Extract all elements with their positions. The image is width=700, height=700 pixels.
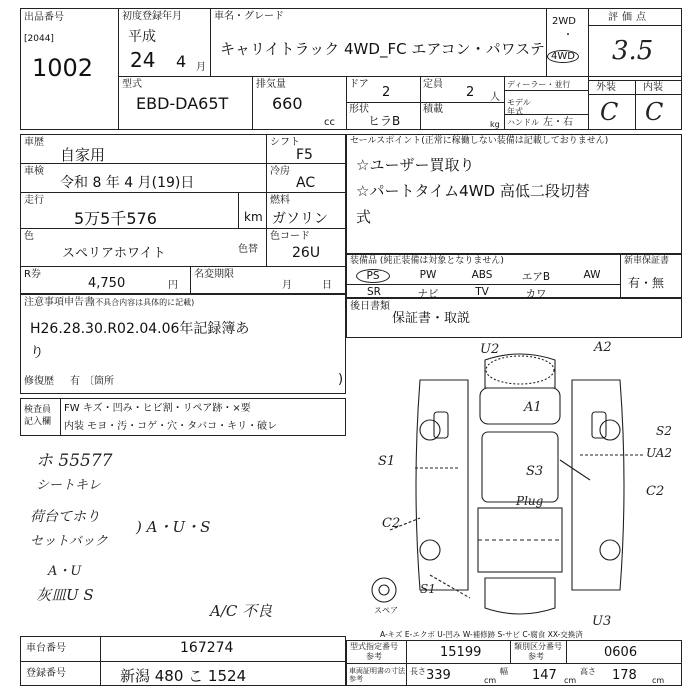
note-1: ホ 55577 [36,451,113,471]
height-label: 高さ [580,667,596,676]
usage-label: 車歴 [24,137,44,148]
later-docs-value: 保証書・取説 [392,311,471,326]
spare-tire-shape [372,578,396,602]
capacity-value: 2 [466,85,475,100]
load-unit: kg [490,120,500,129]
dims-label: 車両証明書の寸法参考 [349,667,405,683]
drive-4wd: 4WD [547,50,579,63]
r-unit: 円 [168,280,178,291]
name-change-month: 月 [282,280,292,291]
chassis-label: 車台番号 [26,643,66,654]
width-unit: cm [564,676,577,685]
reg-year: 24 [130,48,156,72]
lot-sub: [2044] [24,34,54,44]
recolor-label: 色替 [238,244,258,255]
lot-number: 1002 [32,54,94,82]
note-5: ) A・U・S [136,518,211,536]
usage-value: 自家用 [60,146,106,164]
lot-label: 出品番号 [24,12,64,23]
hood-shape [480,388,560,424]
mark-c2-left: C2 [382,516,401,531]
chassis-value: 167274 [180,640,234,656]
class-sub: 参考 [528,652,544,661]
height-value: 178 [612,668,637,683]
note-2: シートキレ [36,478,101,493]
month-unit: 月 [196,62,206,73]
equip-abs: ABS [471,269,493,281]
mark-c2-right: C2 [646,484,665,499]
spare-label: スペア [374,606,398,615]
height-unit: cm [652,676,665,685]
rear-bumper-shape [485,578,555,614]
equip-navi: ナビ [417,288,439,300]
reg-value: 新潟 480 こ 1524 [120,667,247,685]
ac-label: 冷房 [270,166,290,177]
front-bumper-shape [485,354,555,388]
sales-point-1: ☆ユーザー買取り [356,156,475,174]
shape-value: ヒラB [368,114,401,128]
mark-s2-right: S2 [656,424,672,438]
exterior-grade: C [600,98,619,126]
disp-value: 660 [272,94,303,113]
fuel-label: 燃料 [270,195,290,206]
attention-text-2: り [30,345,44,361]
repair-value: 有 [70,376,80,387]
class-value: 0606 [604,645,638,660]
legend-interior: 内装 モヨ・汚・コゲ・穴・タバコ・キリ・破レ [64,421,278,432]
handle-label: ハンドル [507,118,539,127]
shift-value: F5 [296,147,313,163]
cert-sub: 参考 [366,652,382,661]
mark-a1: A1 [524,400,542,415]
attention-sub: (不具合内容は具体的に記載) [92,298,195,307]
length-value: 339 [426,668,451,683]
disp-label: 排気量 [256,79,286,90]
equip-ps: PS [356,269,390,283]
drive-dot: ・ [563,30,573,41]
color-value: スペリアホワイト [62,246,166,261]
shift-label: シフト [270,137,300,148]
first-reg-label: 初度登録年月 [122,11,182,22]
equip-sr: SR [367,286,381,298]
load-label: 積載 [423,104,443,115]
reg-label: 登録番号 [26,668,66,679]
legend-exterior: FW キズ・凹み・ヒビ割・リペア跡・×要 [64,403,251,414]
cert-label: 型式指定番号 [350,642,398,651]
width-label: 幅 [500,667,508,676]
capacity-unit: 人 [490,92,500,103]
reg-month: 4 [176,52,187,71]
later-docs-label: 後日書類 [350,301,390,312]
car-diagram [360,340,682,630]
sales-point-2: ☆パートタイム4WD 高低二段切替 [356,182,590,200]
mark-ua2: UA2 [646,446,673,460]
door-label: ドア [349,79,369,90]
name-change-day: 日 [322,280,332,291]
capacity-label: 定員 [423,79,443,90]
r-label: R券 [24,269,41,280]
attention-label: 注意事項申告書 [24,297,94,308]
equip-pw: PW [419,269,437,281]
era: 平成 [128,29,156,45]
note-7: 灰皿U S [36,586,94,604]
equip-leather: カワ [525,288,547,300]
new-car-value: 有・無 [628,276,665,290]
dealer-label: ディーラー・並行 [507,80,571,89]
mark-a2: A2 [594,340,612,355]
sales-points-label: セールスポイント(正常に稼働しない装備は記載しておりません) [350,136,609,146]
drive-2wd: 2WD [552,16,576,27]
note-3: 荷台てホり [30,509,100,525]
mark-s1-left: S1 [378,454,396,469]
fuel-value: ガソリン [272,211,328,227]
attention-frame [20,294,346,394]
equip-aw: AW [583,269,601,281]
equipment-label: 装備品 (純正装備は対象となりません) [350,256,504,266]
interior-label: 内装 [643,82,663,93]
model-label: 型式 [122,79,142,90]
color-label: 色 [24,231,34,242]
class-label: 類別区分番号 [514,642,562,651]
shape-label: 形状 [349,104,369,115]
mark-plug: Plug [516,494,544,508]
ac-value: AC [296,175,316,191]
model-value: EBD-DA65T [136,94,229,113]
repair-bracket-close: ) [338,372,344,387]
disp-unit: cc [324,117,335,128]
doors-value: 2 [382,85,391,100]
mileage-value: 5万5千576 [74,209,157,228]
mark-s1-bottom: S1 [420,582,436,596]
equip-tv: TV [475,286,489,298]
note-8: A/C 不良 [210,602,273,620]
mark-u3: U3 [592,614,612,629]
note-6: A・U [48,564,82,579]
length-unit: cm [484,676,497,685]
note-4: セットバック [30,534,108,549]
inspector-label: 検査員記入欄 [24,405,52,427]
mileage-label: 走行 [24,195,44,206]
roof-shape [482,432,558,502]
repair-label: 修復歴 [24,376,54,387]
r-amount: 4,750 [88,276,126,291]
damage-legend: A-キズ E-エクボ U-凹み W-補修跡 S-サビ C-腐食 XX-交換済 [380,630,583,639]
cert-value: 15199 [440,645,482,660]
color-code-value: 26U [292,245,321,261]
length-label: 長さ [410,667,426,676]
color-code-label: 色コード [270,231,310,242]
name-change-label: 名変期限 [194,269,234,280]
score: 3.5 [612,36,654,66]
inspection-value: 令和 8 年 4 月(19)日 [60,175,195,191]
interior-grade: C [645,98,664,126]
mileage-unit: km [244,210,263,224]
mark-s3: S3 [526,464,544,479]
attention-text-1: H26.28.30.R02.04.06年記録簿あ [30,321,250,337]
repair-bracket: 〔箇所 [84,376,114,387]
handle-value: 左・右 [543,117,573,128]
width-value: 147 [532,668,557,683]
exterior-label: 外装 [596,82,616,93]
model-year-label: モデル年式 [507,98,531,116]
score-label: 評価点 [608,12,650,23]
equip-airbag: エアB [521,271,551,283]
inspection-label: 車検 [24,166,44,177]
sales-point-3: 式 [356,208,372,226]
mark-u2: U2 [480,342,500,357]
new-car-label: 新車保証書 [624,256,670,266]
car-name: キャリイトラック 4WD_FC エアコン・パワステ [220,40,545,58]
car-name-label: 車名・グレード [214,11,284,22]
